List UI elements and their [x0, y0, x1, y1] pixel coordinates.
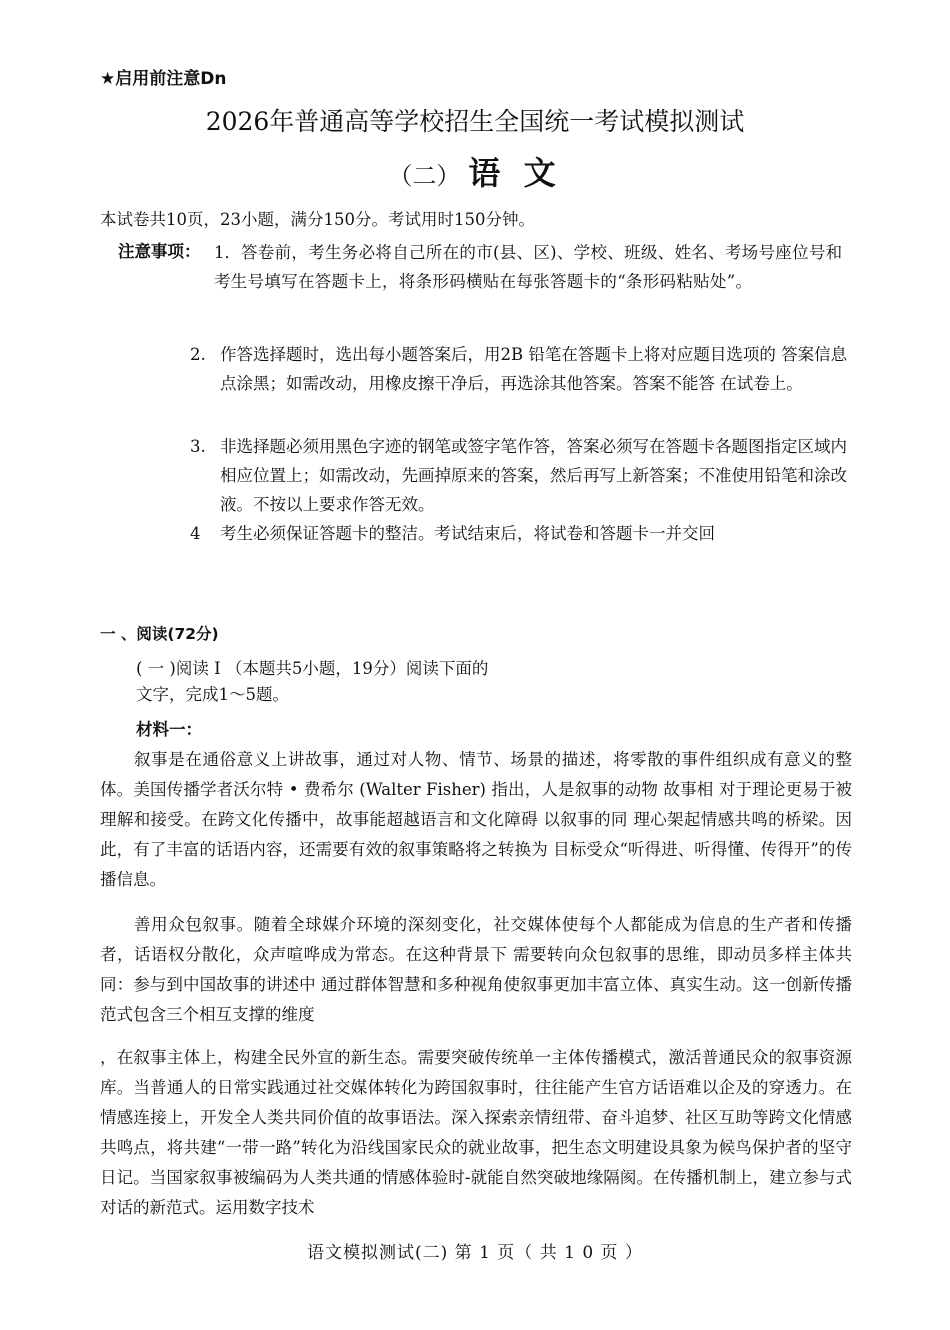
note-number: 1．	[214, 243, 241, 262]
note-text: 非选择题必须用黑色字迹的钢笔或签字笔作答，答案必须写在答题卡各题图指定区域内相应位置上；如需改动，先画掉原来的答案，然后再写上新答案；不准使用铅笔和涂改液。不按以上要求作答无效。	[220, 437, 847, 514]
note-number: 3.	[190, 437, 206, 456]
section-heading: 一 、阅读(72分)	[100, 625, 219, 643]
body-paragraph: 叙事是在通俗意义上讲故事，通过对人物、情节、场景的描述，将零散的事件组织成有意义的整体。美国传播学者沃尔特 • 费希尔 (Walter Fisher) 指出，人是叙事的动物 故事相 对于理论更易于被理解和接受。在跨文化传播中，故事能超越语言和文化障碍 以叙事的同 理心架起情感共鸣的桥梁。因此，有了丰富的话语内容，还需要有效的叙事策略将之转换为 目标受众“听得进、听得懂、传得开”的传播信息。	[100, 750, 852, 889]
note-text: 作答选择题时，选出每小题答案后，用2B 铅笔在答题卡上将对应题目选项的 答案信息点涂黑；如需改动，用橡皮擦干净后，再选涂其他答案。答案不能答 在试卷上。	[220, 345, 848, 393]
notes-label: 注意事项：	[118, 242, 201, 261]
note-item	[214, 238, 854, 296]
note-number: 2.	[190, 345, 206, 364]
exam-intro: 本试卷共10页，23小题，满分150分。考试用时150分钟。	[100, 210, 535, 229]
body-paragraph: 善用众包叙事。随着全球媒介环境的深刻变化，社交媒体使每个人都能成为信息的生产者和传播者，话语权分散化，众声喧哗成为常态。在这种背景下 需要转向众包叙事的思维，即动员多样主体共同：参与到中国故事的讲述中 通过群体智慧和多种视角使叙事更加丰富立体、真实生动。这一创新传播范式包含三个相互支撑的维度	[100, 915, 852, 1024]
page-footer: 语文模拟测试(二) 第 1 页（ 共 1 0 页 ）	[307, 1243, 643, 1263]
exam-subtitle	[0, 148, 950, 194]
subject-name: 语 文	[468, 154, 562, 192]
note-number: 4	[190, 524, 201, 543]
exam-notice: ★启用前注意Dn	[100, 69, 227, 89]
note-text: 考生必须保证答题卡的整洁。考试结束后，将试卷和答题卡一并交回	[220, 524, 715, 543]
subtitle-paren: （二）	[388, 162, 461, 190]
material-label: 材料一：	[136, 720, 202, 739]
exam-title: 2026年普通高等学校招生全国统一考试模拟测试	[205, 107, 745, 136]
note-text: 答卷前，考生务必将自己所在的市(县、区)、学校、班级、姓名、考场号座位号和考生号填写在答题卡上，将条形码横贴在每张答题卡的“条形码粘贴处”。	[214, 243, 843, 291]
body-paragraph: ，在叙事主体上，构建全民外宣的新生态。需要突破传统单一主体传播模式，激活普通民众的叙事资源库。当普通人的日常实践通过社交媒体转化为跨国叙事时，往往能产生官方话语难以企及的穿透力。在情感连接上，开发全人类共同价值的故事语法。深入探索亲情纽带、奋斗追梦、社区互助等跨文化情感共鸣点，将共建“一带一路”转化为沿线国家民众的就业故事，把生态文明建设具象为候鸟保护者的坚守日记。当国家叙事被编码为人类共通的情感体验时-就能自然突破地缘隔阂。在传播机制上，建立参与式对话的新范式。运用数字技术	[100, 1048, 852, 1217]
section-subheading: ( 一 )阅读 I （本题共5小题，19分）阅读下面的文字，完成1～5题。	[136, 659, 489, 704]
